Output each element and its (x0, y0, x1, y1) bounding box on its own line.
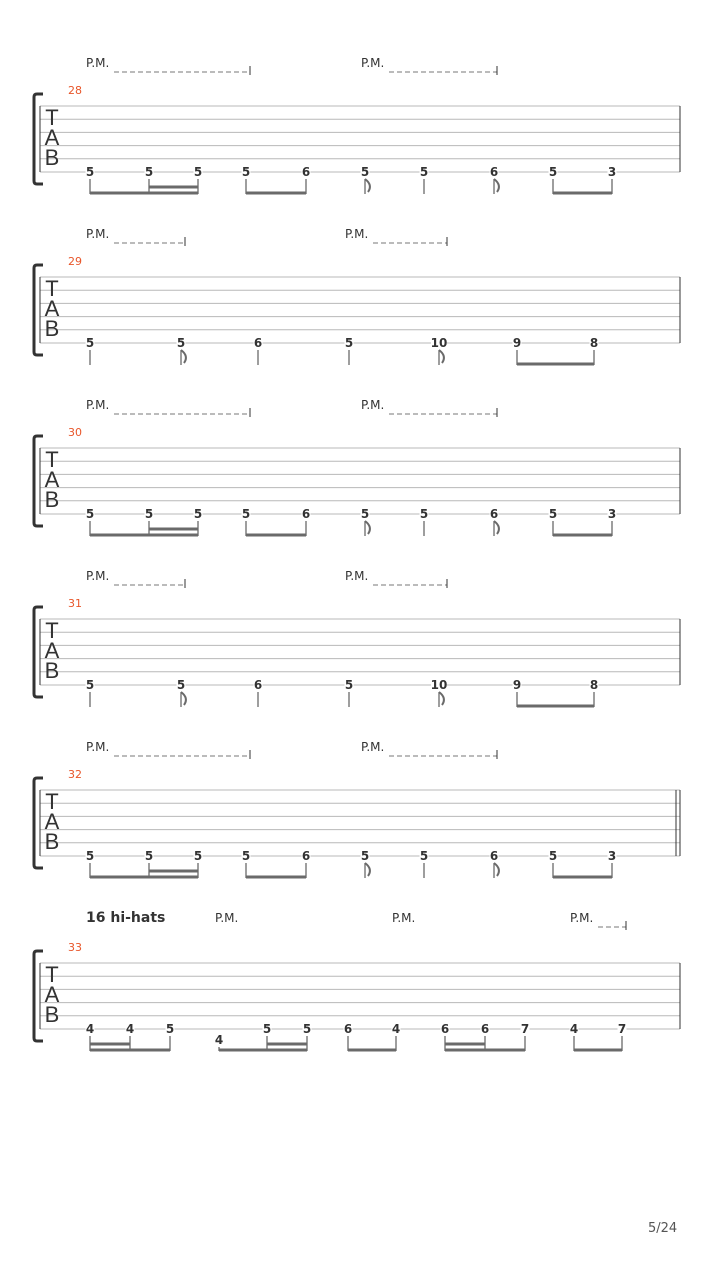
fret-number: 8 (589, 678, 599, 692)
tab-system-31 (34, 569, 680, 707)
fret-number: 5 (241, 507, 251, 521)
fret-number: 5 (548, 165, 558, 179)
tab-clef-letter: A (44, 467, 60, 492)
tab-clef-letter: A (44, 982, 60, 1007)
measure-number: 28 (68, 84, 82, 97)
fret-number: 5 (548, 507, 558, 521)
tab-system-32 (34, 740, 680, 878)
fret-number: 3 (607, 849, 617, 863)
note-flag (365, 863, 370, 876)
section-annotation: 16 hi-hats (86, 910, 166, 926)
palm-mute-label: P.M. (345, 569, 369, 583)
fret-number: 4 (569, 1022, 579, 1036)
palm-mute-label: P.M. (86, 740, 110, 754)
fret-number: 6 (440, 1022, 450, 1036)
tab-clef-letter: B (44, 829, 60, 854)
palm-mute-label: P.M. (215, 911, 239, 925)
note-flag (181, 692, 186, 705)
fret-number: 5 (302, 1022, 312, 1036)
palm-mute-label: P.M. (86, 398, 110, 412)
palm-mute-label: P.M. (86, 227, 110, 241)
note-flag (365, 179, 370, 192)
fret-number: 5 (85, 678, 95, 692)
palm-mute-label: P.M. (86, 569, 110, 583)
palm-mute-label: P.M. (361, 398, 385, 412)
system-bracket (34, 951, 43, 1041)
palm-mute-label: P.M. (86, 56, 110, 70)
system-bracket (34, 436, 43, 526)
fret-number: 6 (489, 507, 499, 521)
fret-number: 6 (253, 336, 263, 350)
fret-number: 6 (301, 165, 311, 179)
fret-number: 5 (262, 1022, 272, 1036)
tab-clef-letter: B (44, 145, 60, 170)
tab-clef-letter: T (45, 276, 59, 301)
tab-clef-letter: B (44, 316, 60, 341)
fret-number: 3 (607, 507, 617, 521)
note-flag (439, 350, 444, 363)
palm-mute-label: P.M. (392, 911, 416, 925)
fret-number: 5 (144, 507, 154, 521)
system-bracket (34, 265, 43, 355)
palm-mute-label: P.M. (361, 56, 385, 70)
tab-clef-letter: T (45, 962, 59, 987)
system-bracket (34, 778, 43, 868)
fret-number: 5 (344, 678, 354, 692)
fret-number: 8 (589, 336, 599, 350)
tab-clef-letter: B (44, 658, 60, 683)
fret-number: 5 (85, 507, 95, 521)
fret-number: 4 (214, 1033, 224, 1047)
tab-system-30 (34, 398, 680, 536)
measure-number: 29 (68, 255, 82, 268)
tab-system-29 (34, 227, 680, 365)
fret-number: 9 (512, 678, 522, 692)
fret-number: 9 (512, 336, 522, 350)
tab-system-28 (34, 56, 680, 194)
fret-number: 5 (85, 336, 95, 350)
system-bracket (34, 607, 43, 697)
note-flag (494, 521, 499, 534)
fret-number: 6 (489, 849, 499, 863)
fret-number: 7 (617, 1022, 627, 1036)
fret-number: 5 (176, 678, 186, 692)
tab-clef-letter: A (44, 638, 60, 663)
measure-number: 30 (68, 426, 82, 439)
fret-number: 6 (301, 849, 311, 863)
fret-number: 6 (343, 1022, 353, 1036)
fret-number: 5 (419, 165, 429, 179)
fret-number: 10 (430, 336, 448, 350)
fret-number: 5 (419, 849, 429, 863)
tab-system-33 (34, 910, 680, 1051)
fret-number: 4 (85, 1022, 95, 1036)
fret-number: 5 (419, 507, 429, 521)
fret-number: 6 (480, 1022, 490, 1036)
system-bracket (34, 94, 43, 184)
tab-clef-letter: T (45, 618, 59, 643)
tab-clef-letter: T (45, 105, 59, 130)
measure-number: 31 (68, 597, 82, 610)
palm-mute-label: P.M. (570, 911, 594, 925)
note-flag (181, 350, 186, 363)
fret-number: 5 (85, 165, 95, 179)
fret-number: 6 (301, 507, 311, 521)
tab-clef-letter: T (45, 789, 59, 814)
fret-number: 4 (125, 1022, 135, 1036)
fret-number: 6 (489, 165, 499, 179)
tab-clef-letter: A (44, 125, 60, 150)
fret-number: 5 (360, 849, 370, 863)
measure-number: 33 (68, 941, 82, 954)
fret-number: 5 (85, 849, 95, 863)
fret-number: 4 (391, 1022, 401, 1036)
fret-number: 5 (193, 507, 203, 521)
note-flag (494, 863, 499, 876)
fret-number: 5 (176, 336, 186, 350)
palm-mute-label: P.M. (345, 227, 369, 241)
fret-number: 5 (360, 507, 370, 521)
tab-clef-letter: B (44, 487, 60, 512)
tab-clef-letter: B (44, 1002, 60, 1027)
tab-clef-letter: A (44, 296, 60, 321)
fret-number: 5 (165, 1022, 175, 1036)
fret-number: 3 (607, 165, 617, 179)
fret-number: 5 (344, 336, 354, 350)
tab-clef-letter: A (44, 809, 60, 834)
measure-number: 32 (68, 768, 82, 781)
fret-number: 5 (360, 165, 370, 179)
fret-number: 5 (241, 165, 251, 179)
page-number: 5/24 (648, 1221, 678, 1236)
note-flag (439, 692, 444, 705)
palm-mute-label: P.M. (361, 740, 385, 754)
fret-number: 5 (241, 849, 251, 863)
fret-number: 5 (193, 849, 203, 863)
tab-clef-letter: T (45, 447, 59, 472)
fret-number: 7 (520, 1022, 530, 1036)
note-flag (494, 179, 499, 192)
note-flag (365, 521, 370, 534)
fret-number: 5 (193, 165, 203, 179)
fret-number: 5 (144, 165, 154, 179)
fret-number: 10 (430, 678, 448, 692)
fret-number: 5 (144, 849, 154, 863)
fret-number: 5 (548, 849, 558, 863)
fret-number: 6 (253, 678, 263, 692)
